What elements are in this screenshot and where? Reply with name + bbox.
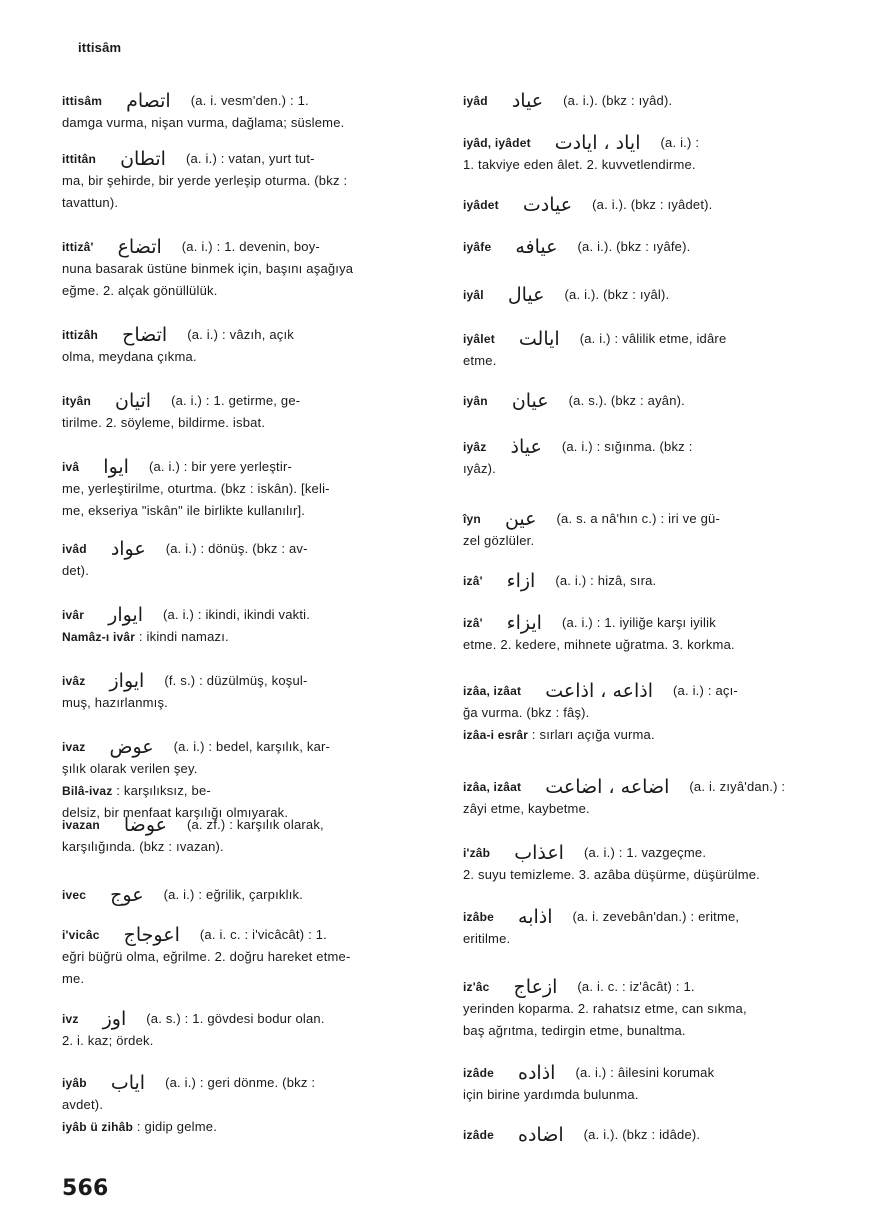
right-entry xyxy=(463,680,841,746)
entry-first-line xyxy=(463,906,841,928)
entry-definition-start: (a. i.) : xyxy=(660,135,700,150)
left-entry xyxy=(62,390,440,434)
entry-first-line xyxy=(62,604,440,626)
entry-first-line xyxy=(463,570,841,592)
entry-first-line xyxy=(62,324,440,346)
right-entry xyxy=(463,328,841,372)
entry-definition-line: zel gözlüler. xyxy=(463,533,535,548)
entry-first-line xyxy=(62,814,440,836)
entry-first-line xyxy=(463,132,841,154)
entry-headword: izâ' xyxy=(463,574,483,588)
entry-headword: ivazan xyxy=(62,818,100,832)
entry-definition-start: (a. i.) : ikindi, ikindi vakti. xyxy=(163,607,311,622)
right-entry xyxy=(463,132,841,176)
entry-definition-line: 2. i. kaz; ördek. xyxy=(62,1033,154,1048)
left-entry xyxy=(62,90,440,134)
entry-definition-line: ğa vurma. (bkz : fâş). xyxy=(463,705,590,720)
entry-headword: ivâr xyxy=(62,608,85,622)
left-entry xyxy=(62,670,440,714)
entry-definition-line: me, yerleştirilme, oturtma. (bkz : iskân). [keli- xyxy=(62,481,330,496)
entry-arabic-script: ايالت xyxy=(518,328,560,350)
right-entry xyxy=(463,194,841,216)
entry-first-line xyxy=(463,390,841,412)
entry-first-line xyxy=(463,976,841,998)
entry-headword: ityân xyxy=(62,394,92,408)
right-entry xyxy=(463,776,841,820)
entry-arabic-script: عوض xyxy=(109,736,154,758)
entry-headword: ivâ xyxy=(62,460,80,474)
entry-definition-start: (a. i.) : dönüş. (bkz : av- xyxy=(165,541,308,556)
entry-headword: iyân xyxy=(463,394,488,408)
left-entry xyxy=(62,236,440,302)
entry-subentry xyxy=(62,626,440,648)
entry-arabic-script: عوج xyxy=(110,884,144,906)
entry-definition-start: (a. i.) : vâzıh, açık xyxy=(187,327,294,342)
entry-headword: i'zâb xyxy=(463,846,491,860)
entry-subentry xyxy=(463,724,841,746)
entry-headword: iyâfe xyxy=(463,240,492,254)
running-head: ittisâm xyxy=(78,40,122,55)
entry-definition-start: (a. s.). (bkz : ayân). xyxy=(568,393,685,408)
entry-headword: izâa, izâat xyxy=(463,684,522,698)
subentry-headword: Namâz-ı ivâr xyxy=(62,630,136,644)
entry-arabic-script: عيافه xyxy=(515,236,558,258)
entry-arabic-script: ازعاج xyxy=(513,976,558,998)
entry-first-line xyxy=(62,90,440,112)
entry-definition-line: için birine yardımda bulunma. xyxy=(463,1087,639,1102)
entry-definition-start: (a. i.) : 1. getirme, ge- xyxy=(171,393,301,408)
entry-first-line xyxy=(463,194,841,216)
subentry-definition: : karşılıksız, be- xyxy=(112,783,211,798)
entry-first-line xyxy=(62,736,440,758)
subentry-definition: : gidip gelme. xyxy=(133,1119,218,1134)
entry-headword: iyâd xyxy=(463,94,488,108)
entry-first-line xyxy=(62,538,440,560)
left-entry xyxy=(62,1072,440,1138)
entry-headword: iyâb xyxy=(62,1076,87,1090)
left-entry xyxy=(62,604,440,648)
entry-headword: izâ' xyxy=(463,616,483,630)
entry-arabic-script: اياب xyxy=(110,1072,146,1094)
entry-headword: ivâd xyxy=(62,542,87,556)
entry-definition-line: ıyâz). xyxy=(463,461,496,476)
entry-first-line xyxy=(463,236,841,258)
entry-arabic-script: اتضاح xyxy=(122,324,168,346)
entry-headword: ivec xyxy=(62,888,87,902)
entry-definition-start: (a. i.). (bkz : ıyâl). xyxy=(564,287,670,302)
entry-arabic-script: ايوا xyxy=(103,456,129,478)
entry-headword: îyn xyxy=(463,512,481,526)
entry-first-line xyxy=(463,1062,841,1084)
entry-arabic-script: اضاعه ، اضاعت xyxy=(545,776,670,798)
entry-definition-line: karşılığında. (bkz : ıvazan). xyxy=(62,839,224,854)
right-entry xyxy=(463,284,841,306)
entry-arabic-script: عوضا xyxy=(123,814,167,836)
entry-headword: izâde xyxy=(463,1128,495,1142)
entry-definition-start: (a. s. a nâ'hın c.) : iri ve gü- xyxy=(556,511,720,526)
entry-definition-start: (a. i. c. : iz'âcât) : 1. xyxy=(577,979,695,994)
left-entry xyxy=(62,924,440,990)
entry-headword: iyâz xyxy=(463,440,487,454)
left-entry xyxy=(62,884,440,906)
entry-headword: iyâl xyxy=(463,288,484,302)
entry-definition-line: yerinden koparma. 2. rahatsız etme, can sıkma, xyxy=(463,1001,747,1016)
right-entry xyxy=(463,1062,841,1106)
entry-definition-start: (a. i.) : bedel, karşılık, kar- xyxy=(173,739,331,754)
entry-definition-line: tavattun). xyxy=(62,195,119,210)
entry-definition-line: 2. suyu temizleme. 3. azâba düşürme, düşürülme. xyxy=(463,867,760,882)
entry-first-line xyxy=(62,670,440,692)
entry-definition-line: baş ağrıtma, tedirgin etme, bunaltma. xyxy=(463,1023,686,1038)
entry-arabic-script: اذاعه ، اذاعت xyxy=(545,680,653,702)
right-entry xyxy=(463,1124,841,1146)
entry-headword: ittisâm xyxy=(62,94,103,108)
entry-first-line xyxy=(463,612,841,634)
entry-definition-line: muş, hazırlanmış. xyxy=(62,695,168,710)
entry-definition-start: (a. i.) : açı- xyxy=(673,683,738,698)
entry-definition-line: avdet). xyxy=(62,1097,104,1112)
right-entry xyxy=(463,906,841,950)
left-entry xyxy=(62,538,440,582)
right-entry xyxy=(463,976,841,1042)
subentry-headword: izâa-i esrâr xyxy=(463,728,529,742)
entry-headword: iyâdet xyxy=(463,198,499,212)
entry-headword: izâbe xyxy=(463,910,495,924)
entry-definition-line: şılık olarak verilen şey. xyxy=(62,761,198,776)
entry-definition-start: (a. i. zıyâ'dan.) : xyxy=(689,779,786,794)
entry-definition-line: olma, meydana çıkma. xyxy=(62,349,197,364)
entry-first-line xyxy=(463,436,841,458)
entry-definition-line: eritilme. xyxy=(463,931,511,946)
entry-arabic-script: اوز xyxy=(102,1008,127,1030)
entry-arabic-script: عيان xyxy=(511,390,549,412)
entry-arabic-script: اتطان xyxy=(120,148,166,170)
entry-arabic-script: عين xyxy=(504,508,537,530)
left-entry xyxy=(62,736,440,824)
entry-definition-start: (a. i. vesm'den.) : 1. xyxy=(190,93,309,108)
entry-headword: ittizâh xyxy=(62,328,99,342)
entry-definition-start: (a. i.) : 1. iyiliğe karşı iyilik xyxy=(561,615,716,630)
left-entry xyxy=(62,1008,440,1052)
entry-definition-line: nuna basarak üstüne binmek için, başını aşağıya xyxy=(62,261,354,276)
entry-definition-start: (a. i. zevebân'dan.) : eritme, xyxy=(572,909,740,924)
entry-definition-start: (a. i.). (bkz : ıyâfe). xyxy=(577,239,691,254)
entry-first-line xyxy=(463,90,841,112)
entry-first-line xyxy=(62,236,440,258)
entry-arabic-script: اضاده xyxy=(518,1124,564,1146)
entry-arabic-script: عيال xyxy=(507,284,545,306)
entry-arabic-script: اذابه xyxy=(518,906,553,928)
right-entry xyxy=(463,508,841,552)
entry-arabic-script: اعذاب xyxy=(514,842,564,864)
entry-arabic-script: ازاء xyxy=(506,570,536,592)
entry-definition-start: (a. i.). (bkz : ıyâd). xyxy=(563,93,673,108)
entry-definition-line: ma, bir şehirde, bir yerde yerleşip oturma. (bkz : xyxy=(62,173,348,188)
left-entry xyxy=(62,456,440,522)
entry-headword: izâde xyxy=(463,1066,495,1080)
entry-definition-start: (a. i.). (bkz : ıyâdet). xyxy=(592,197,713,212)
entry-definition-start: (a. i.). (bkz : idâde). xyxy=(583,1127,701,1142)
left-entry xyxy=(62,148,440,214)
subentry-definition: : sırları açığa vurma. xyxy=(528,727,655,742)
entry-subentry xyxy=(62,1116,440,1138)
entry-first-line xyxy=(62,148,440,170)
entry-arabic-script: ايوار xyxy=(108,604,143,626)
entry-definition-line: det). xyxy=(62,563,90,578)
entry-definition-start: (a. i.) : bir yere yerleştir- xyxy=(148,459,293,474)
right-entry xyxy=(463,842,841,886)
entry-definition-line: etme. xyxy=(463,353,497,368)
entry-headword: iz'âc xyxy=(463,980,490,994)
entry-definition-start: (a. i.) : vatan, yurt tut- xyxy=(185,151,315,166)
entry-first-line xyxy=(463,508,841,530)
entry-headword: ivâz xyxy=(62,674,86,688)
entry-definition-start: (a. i.) : âilesini korumak xyxy=(575,1065,715,1080)
entry-definition-start: (a. i. c. : i'vicâcât) : 1. xyxy=(199,927,327,942)
entry-definition-start: (a. i.) : 1. vazgeçme. xyxy=(583,845,707,860)
entry-headword: ivz xyxy=(62,1012,79,1026)
entry-first-line xyxy=(62,1008,440,1030)
right-entry xyxy=(463,390,841,412)
entry-first-line xyxy=(62,390,440,412)
entry-subentry xyxy=(62,780,440,802)
entry-first-line xyxy=(62,884,440,906)
entry-definition-start: (a. i.) : eğrilik, çarpıklık. xyxy=(163,887,304,902)
entry-arabic-script: ايزاء xyxy=(506,612,542,634)
entry-arabic-script: عياذ xyxy=(510,436,542,458)
right-entry xyxy=(463,236,841,258)
entry-headword: ittitân xyxy=(62,152,97,166)
entry-definition-line: 1. takviye eden âlet. 2. kuvvetlendirme. xyxy=(463,157,696,172)
entry-arabic-script: عواد xyxy=(110,538,146,560)
entry-definition-line: etme. 2. kedere, mihnete uğratma. 3. korkma. xyxy=(463,637,735,652)
entry-headword: izâa, izâat xyxy=(463,780,522,794)
right-entry xyxy=(463,90,841,112)
entry-definition-start: (a. i.) : hizâ, sıra. xyxy=(555,573,657,588)
entry-arabic-script: اتصام xyxy=(126,90,171,112)
subentry-headword: iyâb ü zihâb xyxy=(62,1120,134,1134)
subentry-definition: : ikindi namazı. xyxy=(135,629,229,644)
entry-definition-start: (a. i.) : geri dönme. (bkz : xyxy=(165,1075,316,1090)
entry-headword: ivaz xyxy=(62,740,86,754)
entry-definition-start: (a. i.) : vâlilik etme, idâre xyxy=(579,331,727,346)
right-entry xyxy=(463,436,841,480)
entry-arabic-script: ايواز xyxy=(109,670,145,692)
right-entry xyxy=(463,570,841,592)
entry-first-line xyxy=(62,456,440,478)
entry-definition-line: zâyi etme, kaybetme. xyxy=(463,801,590,816)
entry-first-line xyxy=(463,680,841,702)
entry-first-line xyxy=(463,284,841,306)
entry-first-line xyxy=(463,1124,841,1146)
entry-first-line xyxy=(463,776,841,798)
entry-arabic-script: اذاده xyxy=(518,1062,556,1084)
left-entry xyxy=(62,324,440,368)
entry-definition-line: delsiz, bir menfaat karşılığı olmıyarak. xyxy=(62,805,289,820)
entry-first-line xyxy=(62,924,440,946)
entry-arabic-script: اياد ، ايادت xyxy=(554,132,641,154)
entry-definition-line: me, ekseriya "iskân" ile birlikte kullanılır]. xyxy=(62,503,306,518)
entry-definition-start: (a. zf.) : karşılık olarak, xyxy=(186,817,324,832)
entry-definition-line: eğri büğrü olma, eğrilme. 2. doğru hareket etme- xyxy=(62,949,351,964)
page-number: 566 xyxy=(62,1176,109,1201)
entry-first-line xyxy=(463,842,841,864)
entry-arabic-script: عيادت xyxy=(522,194,573,216)
entry-headword: iyâd, iyâdet xyxy=(463,136,531,150)
entry-definition-line: eğme. 2. alçak gönüllülük. xyxy=(62,283,218,298)
entry-arabic-script: اتيان xyxy=(115,390,152,412)
entry-headword: iyâlet xyxy=(463,332,495,346)
entry-definition-line: me. xyxy=(62,971,85,986)
entry-first-line xyxy=(62,1072,440,1094)
entry-definition-start: (a. s.) : 1. gövdesi bodur olan. xyxy=(146,1011,325,1026)
entry-headword: ittizâ' xyxy=(62,240,94,254)
right-entry xyxy=(463,612,841,656)
entry-definition-start: (a. i.) : 1. devenin, boy- xyxy=(181,239,320,254)
entry-definition-start: (f. s.) : düzülmüş, koşul- xyxy=(164,673,308,688)
entry-definition-line: damga vurma, nişan vurma, dağlama; süsleme. xyxy=(62,115,345,130)
entry-arabic-script: اعوجاج xyxy=(123,924,180,946)
entry-arabic-script: عياد xyxy=(511,90,544,112)
entry-arabic-script: اتضاع xyxy=(117,236,162,258)
entry-headword: i'vicâc xyxy=(62,928,100,942)
left-entry xyxy=(62,814,440,858)
entry-definition-start: (a. i.) : sığınma. (bkz : xyxy=(561,439,693,454)
subentry-headword: Bilâ-ivaz xyxy=(62,784,113,798)
entry-definition-line: tirilme. 2. söyleme, bildirme. isbat. xyxy=(62,415,266,430)
entry-first-line xyxy=(463,328,841,350)
